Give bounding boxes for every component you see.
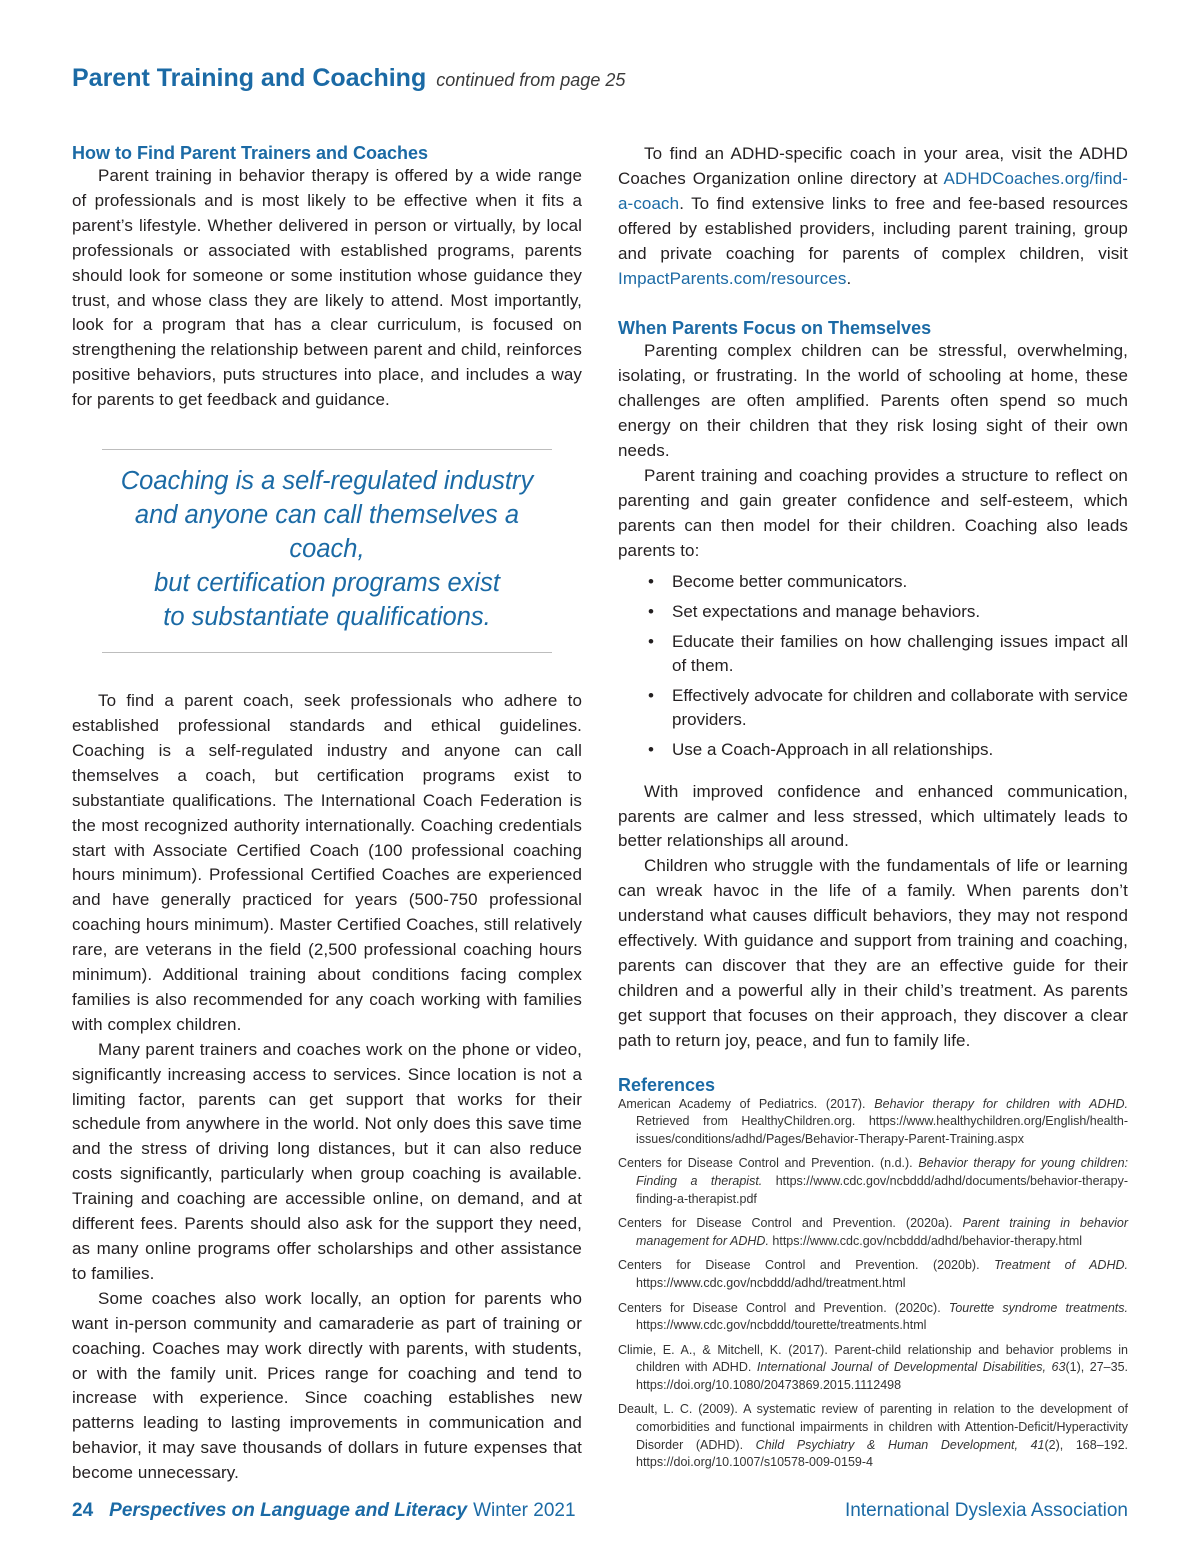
list-item-text: Set expectations and manage behaviors. (672, 601, 981, 621)
paragraph-children-struggle: Children who struggle with the fundamentals of life or learning can wreak havoc in the life of a family. When parents don’t understand what causes difficult behaviors, they may not respond effectively. With guidance and support from training and coaching, parents can discover that they are an effective guide for their children and a powerful ally in their child’s treatment. As parents get support that focuses on their approach, they discover a clear path to return joy, peace, and fun to family life. (618, 856, 1128, 1050)
reference-item (618, 1257, 1128, 1292)
continued-note: continued from page 25 (436, 70, 626, 90)
ref-title: Treatment of ADHD. (994, 1258, 1128, 1273)
reference-item (618, 1155, 1128, 1208)
benefit-list (618, 570, 1128, 762)
pull-quote-line: Coaching is a self-regulated industry (120, 467, 534, 496)
pull-quote-line: to substantiate qualifications. (163, 603, 491, 632)
ref-text: Retrieved from HealthyChildren.org. https://www.healthychildren.org/English/health-issues/conditions/adhd/Pages/Behavior-Therapy-Parent-Training.aspx (636, 1114, 1128, 1146)
ref-text: (1), 27–35. https://doi.org/10.1080/20473869.2015.1112498 (636, 1360, 1128, 1392)
paragraph-find-coach: To find a parent coach, seek professionals who adhere to established professional standards and ethical guidelines. Coaching is a self-regulated industry and anyone can call themselves a coach, but certification programs exist to substantiate qualifications. The International Coach Federation is the most recognized authority internationally. Coaching credentials start with Associate Certified Coach (100 professional coaching hours minimum). Professional Certified Coaches are experienced and have generally practiced for years (500-750 professional coaching hours minimum). Master Certified Coaches, still relatively rare, are veterans in the field (2,500 professional coaching hours minimum). Additional training about conditions facing complex families is also recommended for any coach working with families with complex children. (72, 691, 582, 1034)
text-span: To find an ADHD-specific coach in your area, visit the ADHD Coaches Organization online directory at (618, 144, 1128, 188)
paragraph-find-trainers: Parent training in behavior therapy is offered by a wide range of professionals and is most likely to be effective when it fits a parent’s lifestyle. Whether delivered in person or virtually, by local professionals or associated with established programs, parents should look for someone or some institution whose guidance they trust, and whose class they are likely to attend. Most importantly, look for a program that has a clear curriculum, is focused on strengthening the relationship between parent and child, reinforces positive behaviors, puts structures into place, and includes a way for parents to get feedback and guidance. (72, 166, 582, 410)
ref-text: Centers for Disease Control and Prevention. (2020a). (618, 1216, 963, 1231)
list-item: • Effectively advocate for children and collaborate with service providers. (648, 685, 1128, 729)
references-heading: References (618, 1074, 716, 1095)
ref-text: Climie, E. A., & Mitchell, K. (2017). Parent-child relationship and behavior problems in children with ADHD. (618, 1342, 1128, 1375)
link-adhd-coaches[interactable]: ADHDCoaches.org/find-a-coach (618, 168, 1128, 213)
list-item: • Set expectations and manage behaviors. (648, 601, 981, 621)
references-section (618, 1074, 1128, 1472)
reference-item (618, 1096, 1128, 1149)
reference-item (618, 1215, 1128, 1250)
section-heading-parents-themselves: When Parents Focus on Themselves (618, 318, 932, 339)
ref-text: https://www.cdc.gov/ncbddd/adhd/documents/behavior-therapy-finding-a-therapist.pdf (636, 1173, 1128, 1206)
paragraph-parenting-stress: Parenting complex children can be stressful, overwhelming, isolating, or frustrating. In the world of schooling at home, these challenges are often amplified. Parents often spend so much energy on their children that they risk losing sight of their own needs. (618, 341, 1128, 461)
reference-item (618, 1342, 1128, 1395)
ref-title: Child Psychiatry & Human Development, 41 (755, 1437, 1045, 1452)
journal-name: Perspectives on Language and Literacy (109, 1500, 468, 1521)
ref-text: American Academy of Pediatrics. (2017). (618, 1096, 875, 1111)
page-header (72, 64, 1132, 93)
link-impact-parents[interactable]: ImpactParents.com/resources (618, 268, 847, 288)
text-span: . (846, 268, 852, 288)
ref-text: Centers for Disease Control and Prevention. (2020b). (618, 1258, 995, 1273)
ref-title: Behavior therapy for children with ADHD. (874, 1096, 1128, 1111)
ref-text: Centers for Disease Control and Prevention. (2020c). (618, 1300, 949, 1315)
ref-title: International Journal of Developmental Disabilities, 63 (756, 1360, 1066, 1375)
ref-title: Tourette syndrome treatments. (948, 1300, 1128, 1315)
ref-text: https://www.cdc.gov/ncbddd/tourette/treatments.html (636, 1318, 927, 1333)
paragraph-local-coaching: Some coaches also work locally, an option for parents who want in-person community and camaraderie as part of training or coaching. Coaches may work directly with parents, with students, or with the family unit. Prices range for coaching and tend to increase with experience. Since coaching establishes new patterns leading to lasting improvements in communication and behavior, it may save thousands of dollars in future expenses that become unnecessary. (72, 1288, 582, 1483)
paragraph-adhd-coach (618, 142, 1128, 291)
list-item: • Become better communicators. (648, 571, 908, 591)
ref-text: Deault, L. C. (2009). A systematic review of parenting in relation to the development of comorbidities and functional impairments in children with Attention-Deficit/Hyperactivity Disorder (ADHD). (618, 1402, 1128, 1452)
ref-text: Centers for Disease Control and Prevention. (n.d.). (618, 1156, 919, 1171)
ref-title: Parent training in behavior management for ADHD. (636, 1216, 1128, 1248)
paragraph-remote-coaching: Many parent trainers and coaches work on the phone or video, significantly increasing access to services. Since location is not a limiting factor, parents can get support that works for their schedule from anywhere in the world. Not only does this save time and the stress of driving long distances, but it can also reduce costs significantly, particularly when group coaching is available. Training and coaching are accessible online, on demand, and at different fees. Parents should also ask for the support they need, as many online programs offer scholarships and other assistance to families. (72, 1039, 582, 1283)
pull-quote (102, 449, 552, 653)
list-item-text: Use a Coach-Approach in all relationships. (672, 739, 994, 759)
pull-quote-line: but certification programs exist (154, 569, 500, 598)
ref-text: (2), 168–192. https://doi.org/10.1007/s10578-009-0159-4 (636, 1437, 1128, 1470)
article-title: Parent Training and Coaching (72, 64, 427, 92)
section-heading-find-trainers: How to Find Parent Trainers and Coaches (72, 143, 429, 163)
page-number: 24 (72, 1500, 94, 1521)
organization-name: International Dyslexia Association (844, 1500, 1128, 1521)
ref-title: Behavior therapy for young children: Finding a therapist. (636, 1156, 1129, 1188)
ref-text: https://www.cdc.gov/ncbddd/adhd/behavior-therapy.html (768, 1233, 1083, 1248)
text-span: . To find extensive links to free and fee-based resources offered by established providers, including parent training, group and private coaching for parents of complex children, visit (618, 193, 1128, 263)
list-item: • Educate their families on how challenging issues impact all of them. (648, 631, 1128, 675)
page-footer (72, 1500, 1128, 1522)
right-column (618, 142, 1128, 1479)
pull-quote-line: and anyone can call themselves a coach, (134, 501, 520, 564)
paragraph-improved-confidence: With improved confidence and enhanced communication, parents are calmer and less stressed, which ultimately leads to better relationships all around. (618, 781, 1128, 851)
list-item-text: Become better communicators. (672, 571, 908, 591)
ref-text: https://www.cdc.gov/ncbddd/adhd/treatment.html (636, 1275, 906, 1290)
list-item-text: Educate their families on how challenging issues impact all of them. (672, 631, 1128, 675)
paragraph-parent-training-structure: Parent training and coaching provides a structure to reflect on parenting and gain greater confidence and self-esteem, which parents can then model for their children. Coaching also leads parents to: (618, 465, 1128, 560)
issue-label: Winter 2021 (473, 1500, 576, 1521)
list-item: • Use a Coach-Approach in all relationships. (648, 739, 994, 759)
left-column (72, 142, 582, 1486)
reference-item (618, 1401, 1128, 1471)
list-item-text: Effectively advocate for children and collaborate with service providers. (672, 685, 1128, 729)
reference-item (618, 1300, 1128, 1335)
